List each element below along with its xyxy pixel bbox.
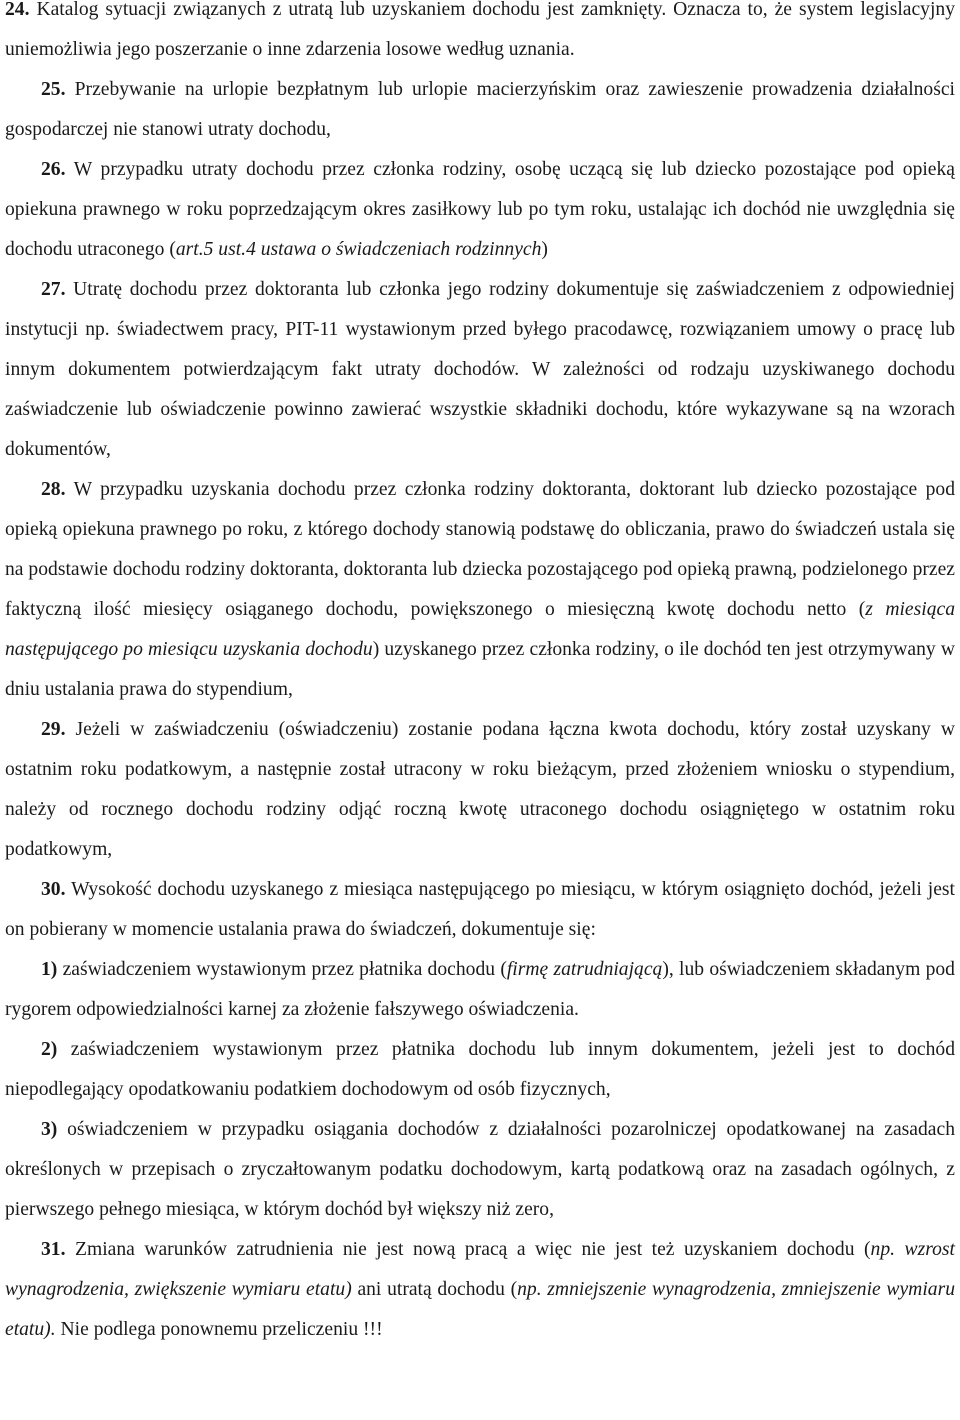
list-item-number: 3) xyxy=(41,1119,58,1140)
paragraph-30 xyxy=(5,870,955,950)
paragraph-number: 30. xyxy=(41,879,66,900)
italic-note: np. wzrost wynagrodzenia, zwiększenie wymiaru etatu) xyxy=(5,1239,955,1300)
paragraph-29 xyxy=(5,710,955,870)
list-item-text: zaświadczeniem wystawionym przez płatnika dochodu ( xyxy=(57,959,507,980)
paragraph-25 xyxy=(5,70,955,150)
paragraph-31 xyxy=(5,1230,955,1350)
paragraph-number: 25. xyxy=(41,79,66,100)
list-item-text: zaświadczeniem wystawionym przez płatnika dochodu lub innym dokumentem, jeżeli jest to dochód niepodlegający opodatkowaniu podatkiem dochodowym od osób fizycznych, xyxy=(5,1039,955,1100)
legal-reference: art.5 ust.4 ustawa o świadczeniach rodzinnych xyxy=(175,239,542,260)
list-item-3 xyxy=(5,1110,955,1230)
italic-note: z miesiąca następującego po miesiącu uzyskania dochodu xyxy=(5,599,955,660)
paragraph-text: Wysokość dochodu uzyskanego z miesiąca następującego po miesiącu, w którym osiągnięto dochód, jeżeli jest on pobierany w momencie ustalania prawa do świadczeń, dokumentuje się: xyxy=(5,879,955,940)
paragraph-text: ) uzyskanego przez członka rodziny, o ile dochód ten jest otrzymywany w dniu ustalania prawa do stypendium, xyxy=(5,639,955,700)
italic-note: firmę zatrudniającą xyxy=(506,959,663,980)
list-item-number: 1) xyxy=(41,959,58,980)
paragraph-number: 26. xyxy=(41,159,66,180)
paragraph-28 xyxy=(5,470,955,710)
paragraph-24 xyxy=(5,0,955,70)
paragraph-text: Przebywanie na urlopie bezpłatnym lub urlopie macierzyńskim oraz zawieszenie prowadzenia działalności gospodarczej nie stanowi utraty dochodu, xyxy=(5,79,955,140)
list-item-number: 2) xyxy=(41,1039,58,1060)
paragraph-text: Katalog sytuacji związanych z utratą lub uzyskaniem dochodu jest zamknięty. Oznacza to, że system legislacyjny uniemożliwia jego poszerzanie o inne zdarzenia losowe według uznania. xyxy=(5,0,955,60)
paragraph-27 xyxy=(5,270,955,470)
document-page xyxy=(5,0,955,1350)
paragraph-text: ani utratą dochodu ( xyxy=(351,1279,518,1300)
paragraph-text: ) xyxy=(541,239,548,260)
list-item-1 xyxy=(5,950,955,1030)
italic-note: np. zmniejszenie wynagrodzenia, zmniejszenie wymiaru etatu). xyxy=(5,1279,955,1340)
paragraph-number: 31. xyxy=(41,1239,66,1260)
list-item-text: ), lub oświadczeniem składanym pod rygorem odpowiedzialności karnej za złożenie fałszywego oświadczenia. xyxy=(5,959,955,1020)
list-item-text: oświadczeniem w przypadku osiągania dochodów z działalności pozarolniczej opodatkowanej na zasadach określonych w przepisach o zryczałtowanym podatku dochodowym, kartą podatkową oraz na zasadach ogólnych, z pierwszego pełnego miesiąca, w którym dochód był większy niż zero, xyxy=(5,1119,955,1220)
paragraph-text: Nie podlega ponownemu przeliczeniu !!! xyxy=(55,1319,383,1340)
paragraph-number: 28. xyxy=(41,479,66,500)
paragraph-number: 24. xyxy=(5,0,30,20)
paragraph-text: Utratę dochodu przez doktoranta lub członka jego rodziny dokumentuje się zaświadczeniem z odpowiedniej instytucji np. świadectwem pracy, PIT-11 wystawionym przed byłego pracodawcę, rozwiązaniem umowy o pracę lub innym dokumentem potwierdzającym fakt utraty dochodów. W zależności od rodzaju uzyskiwanego dochodu zaświadczenie lub oświadczenie powinno zawierać wszystkie składniki dochodu, które wykazywane są na wzorach dokumentów, xyxy=(5,279,955,460)
paragraph-26 xyxy=(5,150,955,270)
paragraph-text: Zmiana warunków zatrudnienia nie jest nową pracą a więc nie jest też uzyskaniem dochodu ( xyxy=(65,1239,871,1260)
list-item-2 xyxy=(5,1030,955,1110)
paragraph-number: 29. xyxy=(41,719,66,740)
paragraph-text: W przypadku uzyskania dochodu przez członka rodziny doktoranta, doktorant lub dziecko pozostające pod opieką opiekuna prawnego po roku, z którego dochody stanowią podstawę do obliczania, prawo do świadczeń ustala się na podstawie dochodu rodziny doktoranta, doktoranta lub dziecka pozostającego pod opieką prawną, podzielonego przez faktyczną ilość miesięcy osiąganego dochodu, powiększonego o miesięczną kwotę dochodu netto ( xyxy=(5,479,955,620)
paragraph-text: W przypadku utraty dochodu przez członka rodziny, osobę uczącą się lub dziecko pozostające pod opieką opiekuna prawnego w roku poprzedzającym okres zasiłkowy lub po tym roku, ustalając ich dochód nie uwzględnia się dochodu utraconego ( xyxy=(5,159,955,260)
paragraph-number: 27. xyxy=(41,279,66,300)
paragraph-text: Jeżeli w zaświadczeniu (oświadczeniu) zostanie podana łączna kwota dochodu, który został uzyskany w ostatnim roku podatkowym, a następnie został utracony w roku bieżącym, przed złożeniem wniosku o stypendium, należy od rocznego dochodu rodziny odjąć roczną kwotę utraconego dochodu osiągniętego w ostatnim roku podatkowym, xyxy=(5,719,955,860)
